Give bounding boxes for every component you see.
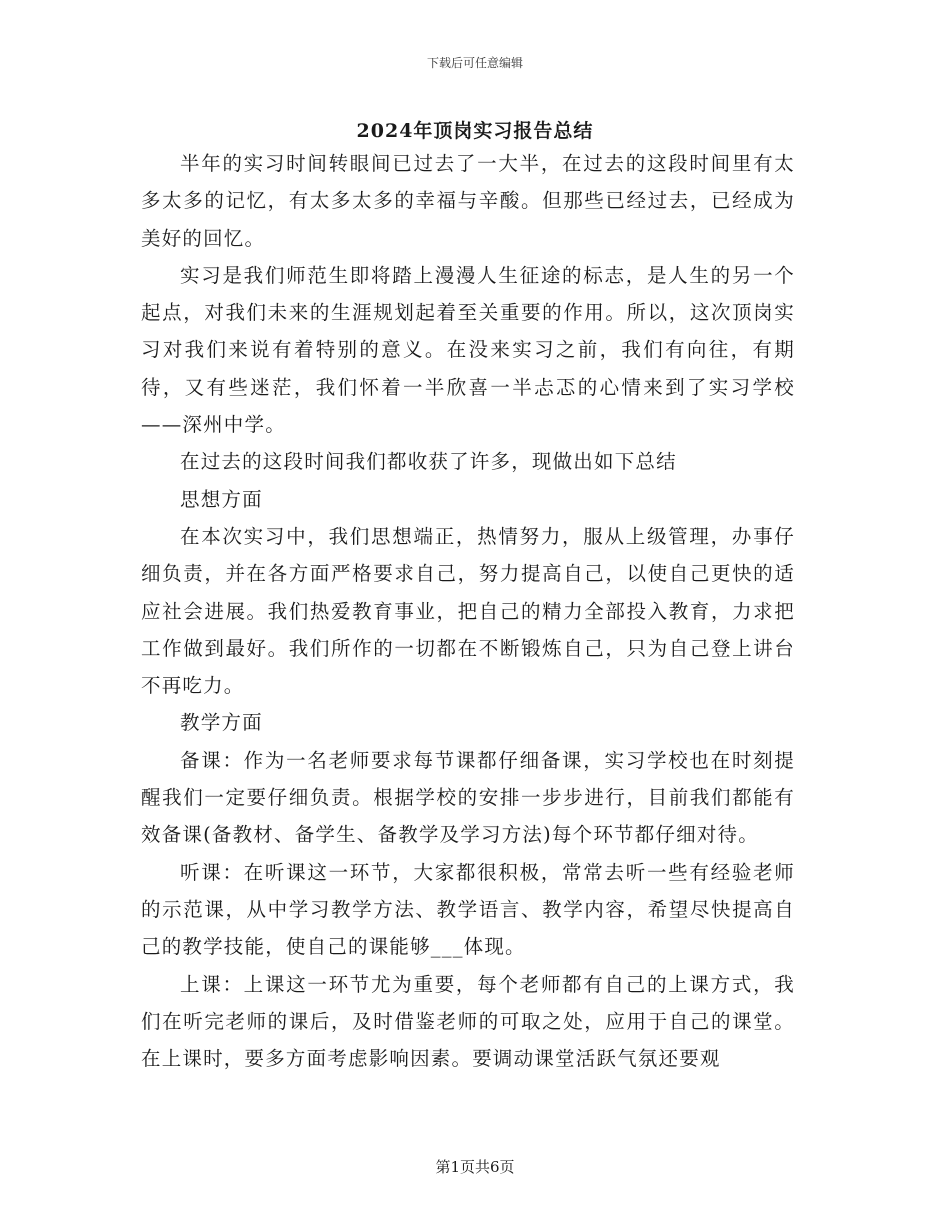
page-footer: 第1页共6页	[435, 1158, 515, 1176]
document-body	[141, 145, 795, 1077]
paragraph: 半年的实习时间转眼间已过去了一大半，在过去的这段时间里有太多太多的记忆，有太多太多的幸福与辛酸。但那些已经过去，已经成为美好的回忆。	[141, 152, 795, 250]
paragraph: 听课：在听课这一环节，大家都很积极，常常去听一些有经验老师的示范课，从中学习教学方法、教学语言、教学内容，希望尽快提高自己的教学技能，使自己的课能够___体现。	[141, 860, 795, 959]
section-heading-thought: 思想方面	[180, 487, 263, 511]
paragraph: 备课：作为一名老师要求每节课都仔细备课，实习学校也在时刻提醒我们一定要仔细负责。根据学校的安排一步步进行，目前我们都能有效备课(备教材、备学生、备教学及学习方法)每个环节都仔细对待。	[141, 748, 795, 847]
paragraph: 在过去的这段时间我们都收获了许多，现做出如下总结	[180, 450, 677, 474]
document-title: 2024年顶岗实习报告总结	[356, 120, 594, 142]
paragraph: 实习是我们师范生即将踏上漫漫人生征途的标志，是人生的另一个起点，对我们未来的生涯规划起着至关重要的作用。所以，这次顶岗实习对我们来说有着特别的意义。在没来实习之前，我们有向往，有期待，又有些迷茫，我们怀着一半欣喜一半忐忑的心情来到了实习学校——深州中学。	[141, 263, 795, 437]
paragraph: 在本次实习中，我们思想端正，热情努力，服从上级管理，办事仔细负责，并在各方面严格要求自己，努力提高自己，以使自己更快的适应社会进展。我们热爱教育事业，把自己的精力全部投入教育，力求把工作做到最好。我们所作的一切都在不断锻炼自己，只为自己登上讲台不再吃力。	[141, 524, 795, 698]
section-heading-teaching: 教学方面	[180, 711, 263, 735]
paragraph: 上课：上课这一环节尤为重要，每个老师都有自己的上课方式，我们在听完老师的课后，及时借鉴老师的可取之处，应用于自己的课堂。在上课时，要多方面考虑影响因素。要调动课堂活跃气氛还要观	[141, 972, 795, 1071]
header-note: 下载后可任意编辑	[426, 56, 523, 70]
